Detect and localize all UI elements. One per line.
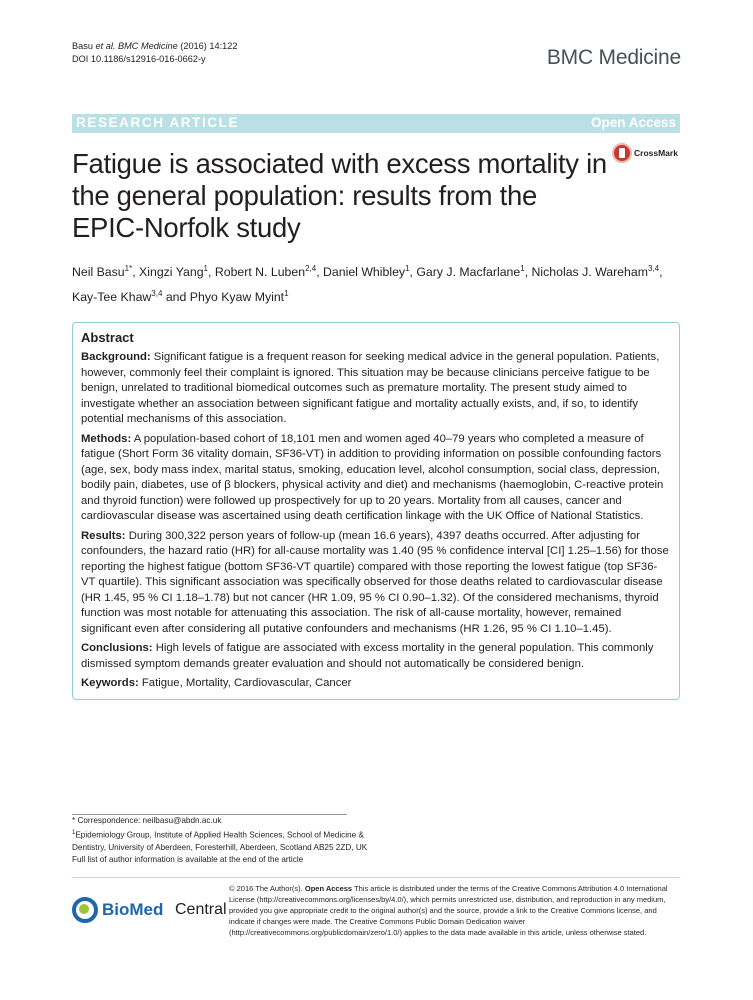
abstract-results: Results: During 300,322 person years of follow-up (mean 16.6 years), 4397 deaths occurred. After adjusting for confounders, the hazard ratio (HR) for all-cause mortality was 1.40 (95 % confidence interval [CI] 1.25–1.56) for those reporting the highest fatigue (bottom SF36-VT quartile) compared with those reporting the lowest fatigue (top SF36-VT quartile). This significant association was specifically observed for those deaths related to cardiovascular disease (HR 1.45, 95 % CI 1.18–1.78) but not cancer (HR 1.09, 95 % CI 0.90–1.32). Of the considered mechanisms, thyroid function was most notable for attenuating this association. The risk of all-cause mortality, however, remained significant even after considering all putative confounders and mechanisms (HR 1.26, 95 % CI 1.10–1.45). (81, 529, 669, 635)
author: Daniel Whibley$^1$ (323, 264, 410, 280)
license-divider (72, 877, 680, 878)
crossmark-icon (612, 143, 632, 163)
article-type: RESEARCH ARTICLE (76, 115, 240, 130)
biomed-central-logo: BioMed Central (72, 897, 217, 925)
citation-volume: (2016) 14:122 (177, 41, 238, 51)
crossmark-label: CrossMark (634, 148, 678, 158)
citation-journal: et al. BMC Medicine (95, 41, 178, 51)
citation-authors: Basu (72, 41, 96, 51)
author: Phyo Kyaw Myint$^1$ (189, 289, 289, 305)
crossmark-badge[interactable] (612, 143, 682, 165)
author-list: Neil Basu$^{1*}$, Xingzi Yang$^1$, Robert N. Luben$^{2,4}$, Daniel Whibley$^1$, Gary J. Macfarlane$^1$, Nicholas J. Wareham$^{3,4}$, Kay-Tee Khaw$^{3,4}$ and Phyo Kyaw Myint$^1$ (72, 264, 663, 305)
biomed-central-icon (72, 897, 98, 923)
journal-name: BMC Medicine (546, 46, 681, 69)
abstract-conclusions: Conclusions: High levels of fatigue are associated with excess mortality in the general population. This commonly dismissed symptom demands greater evaluation and should not automatically be considered benign. (81, 642, 654, 670)
abstract-background: Background: Significant fatigue is a frequent reason for seeking medical advice in the general population. Patients, however, commonly feel their complaint is ignored. This situation may be because clinicians perceive fatigue to be benign, unrelated to traditional biomedical outcomes such as premature mortality. The present study aimed to investigate whether an association between significant fatigue and mortality actually exists, and, if so, to identify potential mechanisms of this association. (81, 351, 660, 425)
abstract-keywords: Keywords: Fatigue, Mortality, Cardiovascular, Cancer (81, 677, 352, 689)
author: Xingzi Yang$^1$ (139, 264, 208, 280)
author-info-note: Full list of author information is available at the end of the article (72, 854, 304, 864)
author: Kay-Tee Khaw$^{3,4}$ (72, 289, 163, 305)
abstract-methods: Methods: A population-based cohort of 18,101 men and women aged 40–79 years who completed a measure of fatigue (Short Form 36 vitality domain, SF36-VT) in addition to providing information on possible confounding factors (age, sex, body mass index, marital status, smoking, education level, alcohol consumption, social class, depression, bodily pain, diabetes, use of β blockers, physical activity and diet) and mechanisms (haemoglobin, C-reactive protein and thyroid function) were followed up prospectively for up to 20 years. Mortality from all causes, cancer and cardiovascular disease was ascertained using death certification linkage with the UK Office of National Statistics. (81, 432, 664, 522)
abstract-heading: Abstract (81, 330, 134, 345)
affiliation: $^1$Epidemiology Group, Institute of Applied Health Sciences, School of Medicine & Dentistry, University of Aberdeen, Foresterhill, Aberdeen, Scotland AB25 2ZD, UK (72, 830, 368, 852)
author: Gary J. Macfarlane$^1$ (416, 264, 525, 280)
article-type-banner (72, 114, 680, 133)
license-text: © 2016 The Author(s). Open Access This article is distributed under the terms of the Creative Commons Attribution 4.0 International License (http://creativecommons.org/licenses/by/4.0/), which permits unrestricted use, distribution, and reproduction in any medium, provided you give appropriate credit to the original author(s) and the source, provide a link to the Creative Commons license, and indicate if changes were made. The Creative Commons Public Domain Dedication waiver (http://creativecommons.org/publicdomain/zero/1.0/) applies to the data made available in this article, unless otherwise stated. (229, 884, 668, 937)
footnotes (72, 815, 372, 866)
article-title: Fatigue is associated with excess mortality in the general population: results from the EPIC-Norfolk study (72, 148, 607, 243)
doi: DOI 10.1186/s12916-016-0662-y (72, 54, 206, 64)
abstract-box (72, 322, 680, 700)
citation (72, 40, 237, 66)
correspondence: * Correspondence: neilbasu@abdn.ac.uk (72, 816, 222, 825)
author: Robert N. Luben$^{2,4}$ (214, 264, 317, 280)
author: Nicholas J. Wareham$^{3,4}$ (531, 264, 660, 280)
author: Neil Basu$^{1*}$ (72, 264, 133, 280)
open-access-label: Open Access (590, 115, 676, 130)
